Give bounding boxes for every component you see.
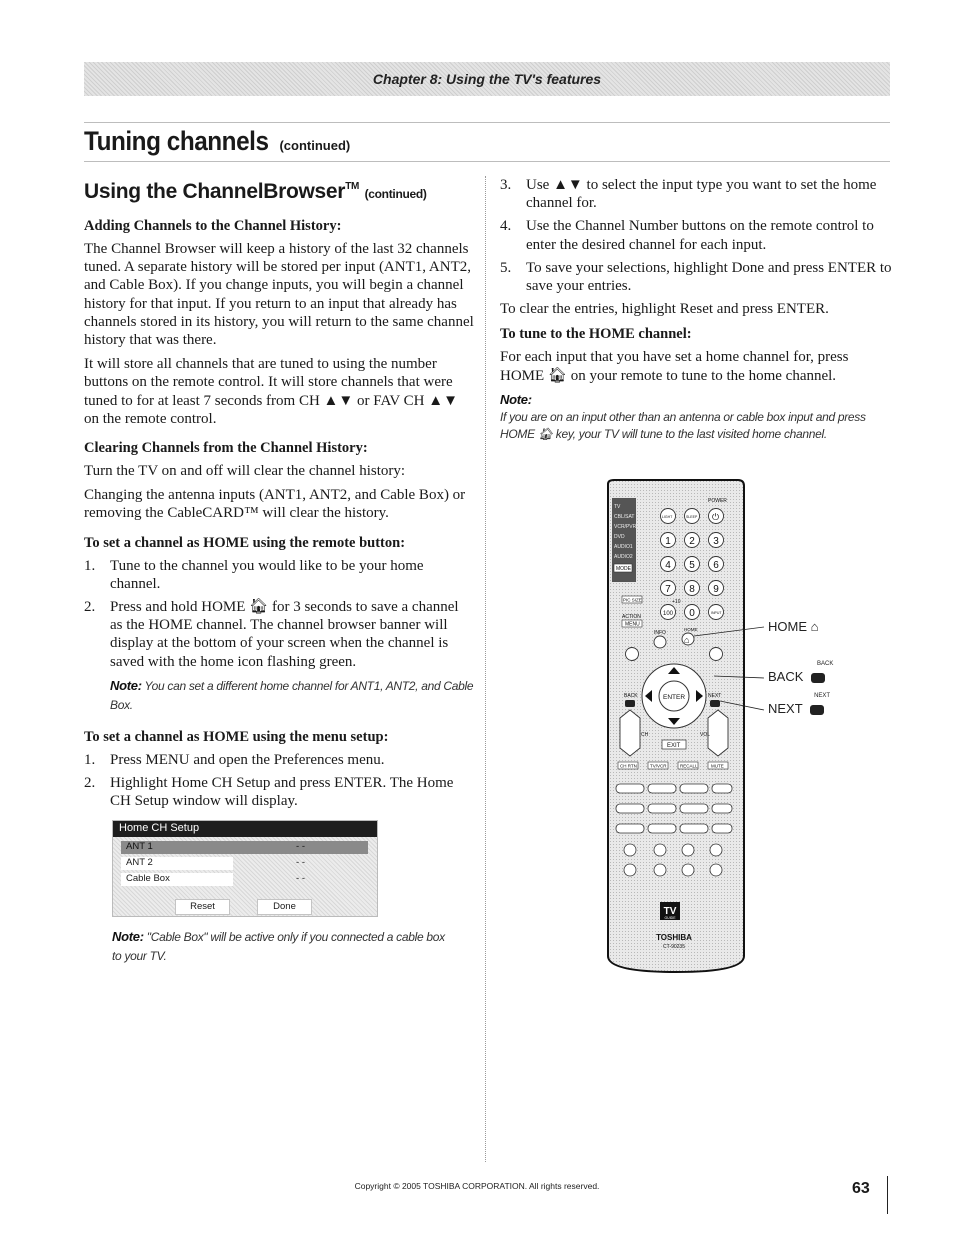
section-title-suffix: (continued) (364, 187, 427, 201)
input-label: AUDIO1 (614, 544, 633, 550)
back-key-icon (807, 660, 834, 685)
step-number: 2. (84, 775, 96, 792)
input-label: CBL/SAT (614, 514, 635, 520)
home-icon: ⌂ (810, 619, 819, 634)
button-label: TV/VCR (650, 763, 667, 769)
step-number: 1. (84, 751, 96, 768)
button-label: MUTE (711, 763, 724, 769)
reset-button[interactable]: Reset (175, 899, 230, 915)
digit-label: 3 (713, 536, 719, 547)
tv-guide-logo-text: TV (663, 906, 677, 917)
action-label: ACTION (622, 614, 641, 620)
page-number: 63 (852, 1180, 870, 1197)
setup-row-label: ANT 2 (121, 857, 233, 870)
digit-label: 1 (665, 536, 671, 547)
note-label: Note: (112, 929, 144, 945)
callout-home-label: HOME (768, 619, 807, 634)
next-key-caption: NEXT (814, 692, 831, 699)
exit-label: EXIT (667, 743, 681, 749)
step-number: 1. (84, 557, 96, 574)
digit-label: 2 (689, 536, 695, 547)
step-text: Press and hold HOME 🏠︎ for 3 seconds to save a channel as the HOME channel. The channel browser banner will display at the bottom of your screen when the channel is saved with the home icon flashing green. (110, 599, 459, 670)
note-text: If you are on an input other than an antenna or cable box input and press HOME 🏠︎ key, your TV will tune to the last visited home channel. (500, 409, 866, 441)
power-icon: ⏻ (712, 512, 720, 522)
note-text: You can set a different home channel for ANT1, ANT2, and Cable Box. (110, 678, 474, 712)
input-label: TV (614, 504, 621, 510)
page-title-suffix: (continued) (279, 138, 351, 153)
setup-row-value: - - (296, 857, 305, 869)
tv-guide-logo-subtext: GUIDE (664, 916, 676, 920)
input-label: DVD (614, 534, 625, 540)
digit-label: 5 (689, 560, 695, 571)
section-title-main: Using the ChannelBrowser (84, 180, 346, 203)
page-number-bar (887, 1176, 888, 1214)
menu-setup-heading: To set a channel as HOME using the menu setup: (84, 728, 389, 745)
digit-label: 100 (662, 611, 674, 617)
callout-next (768, 692, 831, 717)
home-icon: ⌂ (684, 635, 690, 645)
setup-row-label: Cable Box (121, 873, 233, 886)
adding-paragraph-1: The Channel Browser will keep a history of the last 32 channels tuned. A separate history will be stored per input (ANT1, ANT2, and Cable Box). If you change inputs, you will begin a channel history for that input. If you return to an input that already has channels stored in its history, you will return to the same channel history that was there. (84, 241, 474, 349)
clear-entries-text: To clear the entries, highlight Reset and press ENTER. (500, 301, 829, 318)
channel-label: CH (641, 732, 649, 738)
input-label: VCR/PVR (614, 524, 637, 530)
model-number: CT-90235 (663, 944, 685, 950)
back-key-caption: BACK (817, 660, 834, 667)
callout-home (768, 619, 818, 634)
note-text: "Cable Box" will be active only if you connected a cable box to your TV. (112, 930, 445, 964)
home-button-heading: To set a channel as HOME using the remote button: (84, 534, 406, 551)
page-title-main: Tuning channels (84, 126, 269, 156)
note-label: Note: (500, 391, 532, 407)
input-label: INPUT (711, 611, 722, 615)
pic-size-label: PIC SIZE (623, 597, 642, 603)
chapter-header: Chapter 8: Using the TV's features (372, 71, 602, 87)
clearing-paragraph-2: Changing the antenna inputs (ANT1, ANT2, and Cable Box) or removing the CableCARD™ will clear the history. (84, 487, 466, 522)
step-text: Press MENU and open the Preferences menu. (110, 751, 385, 768)
home-callout-line (694, 627, 764, 636)
setup-row-value: - - (296, 841, 305, 853)
digit-label: 6 (713, 560, 719, 571)
callout-next-label: NEXT (768, 701, 803, 716)
next-callout-line (720, 701, 764, 710)
done-button[interactable]: Done (257, 899, 312, 915)
note-label: Note: (110, 677, 142, 693)
back-label: BACK (624, 693, 638, 699)
clearing-heading: Clearing Channels from the Channel History: (84, 440, 368, 457)
step-number: 5. (500, 259, 512, 276)
step-text: To save your selections, highlight Done and press ENTER to save your entries. (526, 259, 892, 295)
tune-home-text: For each input that you have set a home channel for, press HOME 🏠︎ on your remote to tune to the home channel. (500, 349, 849, 384)
adding-heading: Adding Channels to the Channel History: (84, 218, 342, 234)
digit-label: 4 (665, 560, 671, 571)
step-number: 2. (84, 599, 96, 616)
home-label: HOME (684, 627, 698, 632)
digit-label: 7 (665, 584, 671, 595)
callout-back-label: BACK (768, 669, 804, 684)
step-text: Highlight Home CH Setup and press ENTER. The Home CH Setup window will display. (110, 775, 454, 810)
next-label: NEXT (708, 693, 722, 699)
input-label: AUDIO2 (614, 554, 633, 560)
step-text: Tune to the channel you would like to be your home channel. (110, 557, 424, 592)
enter-label: ENTER (662, 694, 686, 701)
setup-row-value: - - (296, 873, 305, 885)
step-text: Use the Channel Number buttons on the remote control to enter the desired channel for each input. (526, 218, 874, 253)
toshiba-logo: TOSHIBA (656, 933, 692, 942)
power-label: POWER (708, 498, 727, 504)
mode-button-label: MODE (616, 566, 631, 572)
trademark: TM (345, 181, 360, 192)
tune-home-heading: To tune to the HOME channel: (500, 326, 692, 343)
step-text: Use ▲▼ to select the input type you want to set the home channel for. (526, 177, 877, 212)
sleep-label: SLEEP (686, 515, 698, 519)
step-number: 3. (500, 177, 512, 193)
setup-row-label: ANT 1 (121, 841, 233, 854)
digit-label: 8 (689, 584, 695, 595)
digit-label: 9 (713, 584, 719, 595)
callout-back (768, 660, 834, 685)
setup-window-title: Home CH Setup (113, 821, 377, 837)
next-key-icon (806, 692, 831, 717)
digit-label: 0 (689, 608, 695, 619)
step-number: 4. (500, 218, 512, 235)
clearing-paragraph-1: Turn the TV on and off will clear the channel history: (84, 463, 406, 480)
footer-copyright: Copyright © 2005 TOSHIBA CORPORATION. All rights reserved. (354, 1181, 600, 1191)
plus10-label: +10 (672, 599, 681, 605)
menu-label: MENU (625, 621, 640, 628)
volume-label: VOL (700, 732, 711, 738)
light-label: LIGHT (662, 515, 673, 519)
button-label: RECALL (680, 763, 698, 769)
info-label: INFO (654, 630, 666, 636)
button-label: CH RTN (620, 763, 637, 769)
back-callout-line (714, 676, 764, 678)
adding-paragraph-2: It will store all channels that are tuned to using the number buttons on the remote control. It will store channels that were tuned to for at least 7 seconds from CH ▲▼ or FAV CH ▲▼ on the remote control. (84, 356, 458, 427)
